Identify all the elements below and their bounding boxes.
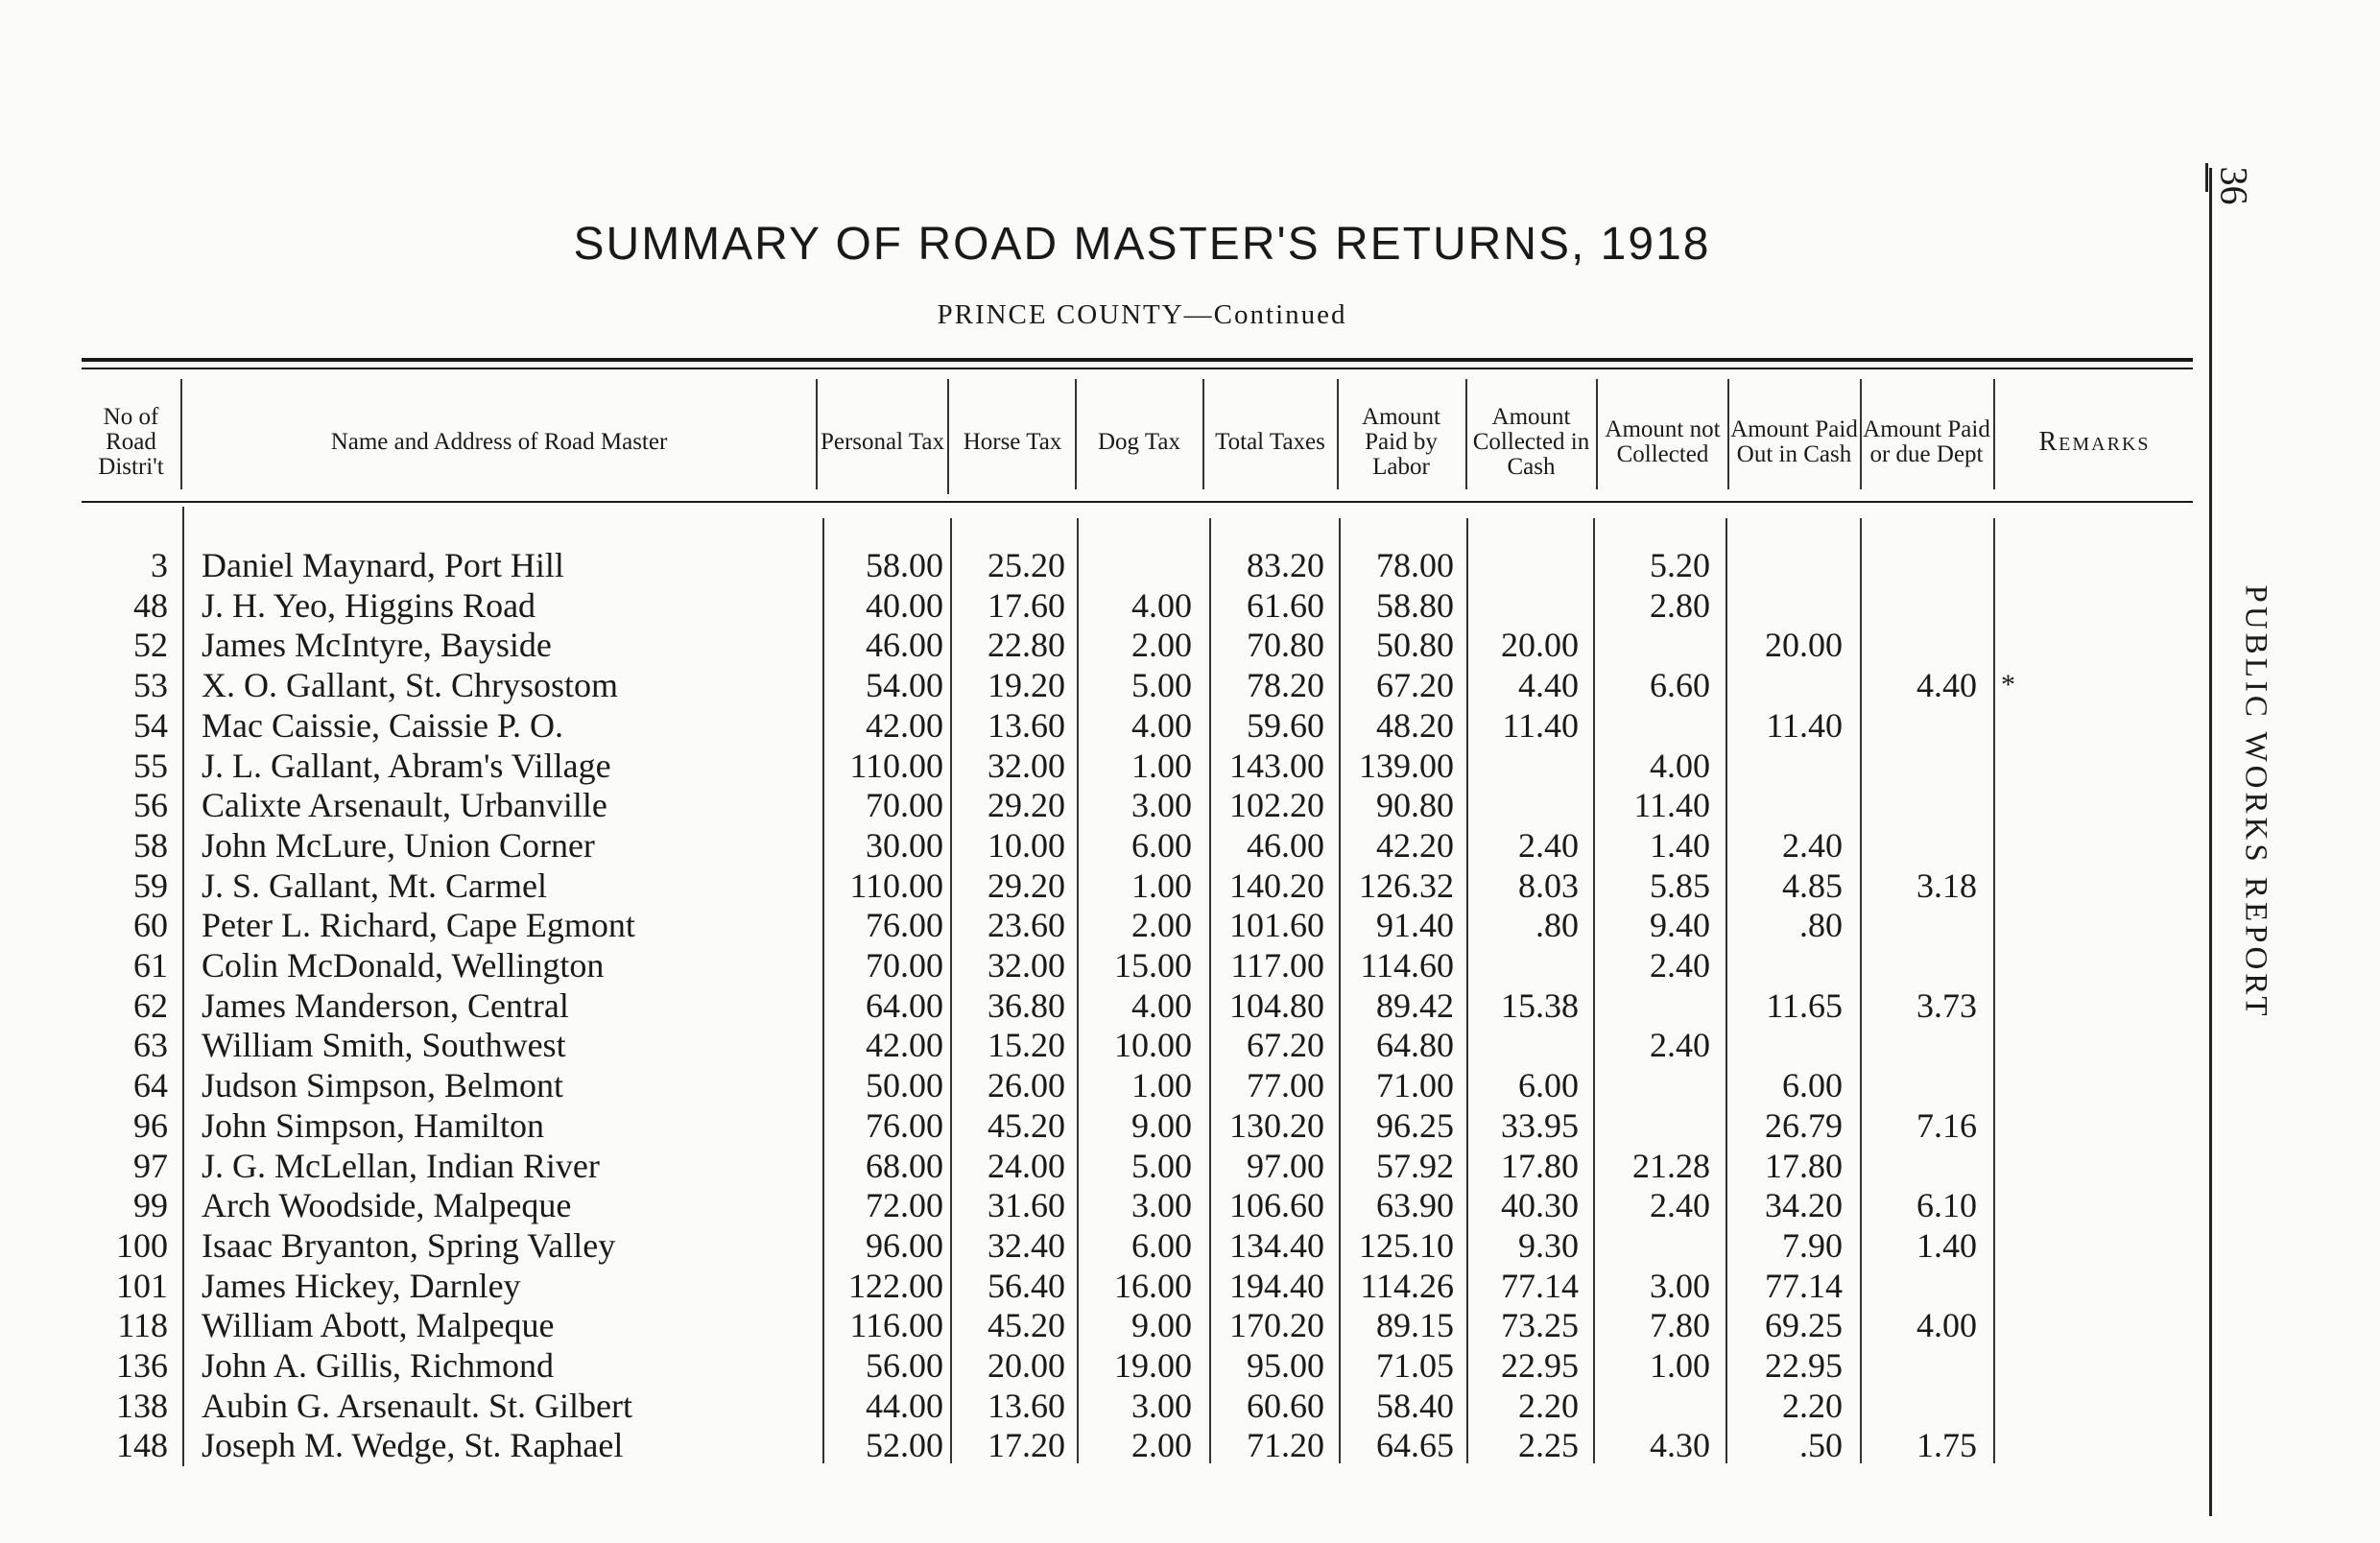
paid-by-labor-value: 90.80 — [1376, 786, 1454, 825]
not-collected-value: 9.40 — [1650, 906, 1710, 945]
personal-tax-value: 110.00 — [849, 746, 943, 785]
not-collected-value: 6.60 — [1650, 666, 1710, 705]
paid-out-in-cash-value: 69.25 — [1765, 1306, 1843, 1345]
road-master-name: Mac Caissie, Caissie P. O. — [202, 705, 563, 745]
paid-by-labor-value: 89.42 — [1376, 985, 1454, 1025]
horse-tax-value: 17.60 — [988, 585, 1065, 625]
paid-by-labor-value: 139.00 — [1359, 746, 1454, 785]
paid-out-in-cash-value: 7.90 — [1782, 1225, 1843, 1265]
road-master-name: James Hickey, Darnley — [202, 1266, 521, 1305]
district-number: 97 — [133, 1146, 168, 1185]
district-number: 99 — [133, 1186, 168, 1225]
total-taxes-value: 134.40 — [1229, 1225, 1324, 1265]
paid-or-due-dept-value: 1.75 — [1916, 1426, 1977, 1465]
collected-in-cash-value: 2.20 — [1518, 1386, 1579, 1425]
table-row — [0, 1266, 2207, 1306]
total-taxes-value: 77.00 — [1247, 1066, 1324, 1105]
horse-tax-value: 13.60 — [988, 705, 1065, 745]
road-master-name: J. H. Yeo, Higgins Road — [202, 585, 536, 625]
paid-or-due-dept-value: 3.18 — [1916, 866, 1977, 905]
personal-tax-value: 70.00 — [866, 946, 943, 985]
horse-tax-value: 17.20 — [988, 1426, 1065, 1465]
dog-tax-value: 10.00 — [1114, 1026, 1192, 1065]
paid-out-in-cash-value: 4.85 — [1782, 866, 1843, 905]
collected-in-cash-value: 15.38 — [1501, 985, 1579, 1025]
district-number: 54 — [133, 705, 168, 745]
paid-or-due-dept-value: 7.16 — [1916, 1105, 1977, 1145]
header-remarks: Remarks — [2038, 427, 2151, 458]
paid-by-labor-value: 125.10 — [1359, 1225, 1454, 1265]
paid-by-labor-value: 91.40 — [1376, 906, 1454, 945]
personal-tax-value: 76.00 — [866, 906, 943, 945]
road-master-name: John Simpson, Hamilton — [202, 1105, 545, 1145]
dog-tax-value: 6.00 — [1131, 825, 1192, 865]
table-row — [0, 1065, 2207, 1105]
collected-in-cash-value: 9.30 — [1518, 1225, 1579, 1265]
header-not-collected: Amount not Collected — [1605, 415, 1721, 467]
dog-tax-value: 1.00 — [1131, 746, 1192, 785]
personal-tax-value: 68.00 — [866, 1146, 943, 1185]
paid-out-in-cash-value: 6.00 — [1782, 1066, 1843, 1105]
road-master-name: James Manderson, Central — [202, 985, 569, 1025]
total-taxes-value: 59.60 — [1247, 705, 1324, 745]
dog-tax-value: 4.00 — [1131, 585, 1192, 625]
dog-tax-value: 15.00 — [1114, 946, 1192, 985]
paid-by-labor-value: 64.65 — [1376, 1426, 1454, 1465]
total-taxes-value: 194.40 — [1229, 1266, 1324, 1305]
column-divider — [1337, 379, 1339, 489]
road-master-name: Joseph M. Wedge, St. Raphael — [202, 1426, 624, 1465]
table-row — [0, 905, 2207, 945]
paid-by-labor-value: 67.20 — [1376, 666, 1454, 705]
paid-by-labor-value: 50.80 — [1376, 626, 1454, 665]
total-taxes-value: 67.20 — [1247, 1026, 1324, 1065]
collected-in-cash-value: 40.30 — [1501, 1186, 1579, 1225]
paid-by-labor-value: 114.26 — [1360, 1266, 1454, 1305]
paid-out-in-cash-value: .50 — [1799, 1426, 1843, 1465]
total-taxes-value: 143.00 — [1229, 746, 1324, 785]
collected-in-cash-value: 6.00 — [1518, 1066, 1579, 1105]
road-master-name: Colin McDonald, Wellington — [202, 946, 605, 985]
total-taxes-value: 97.00 — [1247, 1146, 1324, 1185]
header-dog-tax: Dog Tax — [1098, 428, 1180, 455]
horse-tax-value: 45.20 — [988, 1306, 1065, 1345]
collected-in-cash-value: .80 — [1535, 906, 1579, 945]
horse-tax-value: 56.40 — [988, 1266, 1065, 1305]
horse-tax-value: 24.00 — [988, 1146, 1065, 1185]
total-taxes-value: 130.20 — [1229, 1105, 1324, 1145]
personal-tax-value: 58.00 — [866, 546, 943, 584]
not-collected-value: 1.00 — [1650, 1346, 1710, 1385]
road-master-name: William Abott, Malpeque — [202, 1306, 555, 1345]
column-divider — [816, 379, 818, 489]
dog-tax-value: 3.00 — [1131, 1186, 1192, 1225]
horse-tax-value: 29.20 — [988, 786, 1065, 825]
road-master-name: James McIntyre, Bayside — [202, 626, 552, 665]
personal-tax-value: 42.00 — [866, 705, 943, 745]
district-number: 118 — [117, 1306, 168, 1345]
collected-in-cash-value: 22.95 — [1501, 1346, 1579, 1385]
district-number: 62 — [133, 985, 168, 1025]
paid-by-labor-value: 71.05 — [1376, 1346, 1454, 1385]
side-margin-mark — [2205, 163, 2208, 192]
personal-tax-value: 56.00 — [866, 1346, 943, 1385]
header-total-taxes: Total Taxes — [1215, 428, 1325, 455]
district-number: 53 — [133, 666, 168, 705]
table-top-rule — [82, 358, 2193, 362]
personal-tax-value: 52.00 — [866, 1426, 943, 1465]
total-taxes-value: 61.60 — [1247, 585, 1324, 625]
dog-tax-value: 1.00 — [1131, 866, 1192, 905]
table-top-rule-thin — [82, 368, 2193, 369]
personal-tax-value: 70.00 — [866, 786, 943, 825]
horse-tax-value: 20.00 — [988, 1346, 1065, 1385]
total-taxes-value: 70.80 — [1247, 626, 1324, 665]
road-master-name: Isaac Bryanton, Spring Valley — [202, 1225, 616, 1265]
table-row — [0, 746, 2207, 786]
paid-by-labor-value: 96.25 — [1376, 1105, 1454, 1145]
personal-tax-value: 50.00 — [866, 1066, 943, 1105]
header-district: No of Road Distri't — [98, 403, 164, 481]
not-collected-value: 21.28 — [1632, 1146, 1710, 1185]
table-row — [0, 1185, 2207, 1225]
paid-out-in-cash-value: .80 — [1799, 906, 1843, 945]
right-margin-rule — [2209, 168, 2212, 1516]
dog-tax-value: 2.00 — [1131, 626, 1192, 665]
column-divider — [1596, 379, 1598, 489]
collected-in-cash-value: 4.40 — [1518, 666, 1579, 705]
total-taxes-value: 83.20 — [1247, 546, 1324, 584]
horse-tax-value: 32.00 — [988, 946, 1065, 985]
collected-in-cash-value: 33.95 — [1501, 1105, 1579, 1145]
collected-in-cash-value: 8.03 — [1518, 866, 1579, 905]
not-collected-value: 4.00 — [1650, 746, 1710, 785]
personal-tax-value: 40.00 — [866, 585, 943, 625]
page-number: 36 — [2212, 166, 2256, 205]
district-number: 59 — [133, 866, 168, 905]
collected-in-cash-value: 73.25 — [1501, 1306, 1579, 1345]
paid-by-labor-value: 78.00 — [1376, 546, 1454, 584]
column-divider — [1202, 379, 1204, 489]
total-taxes-value: 170.20 — [1229, 1306, 1324, 1345]
paid-by-labor-value: 71.00 — [1376, 1066, 1454, 1105]
paid-or-due-dept-value: 3.73 — [1916, 985, 1977, 1025]
side-report-title: PUBLIC WORKS REPORT — [2238, 584, 2273, 1020]
road-master-name: Calixte Arsenault, Urbanville — [202, 786, 607, 825]
table-row — [0, 1225, 2207, 1266]
paid-out-in-cash-value: 2.40 — [1782, 825, 1843, 865]
horse-tax-value: 19.20 — [988, 666, 1065, 705]
header-paid-or-due-dept: Amount Paid or due Dept — [1863, 415, 1990, 467]
total-taxes-value: 102.20 — [1229, 786, 1324, 825]
total-taxes-value: 117.00 — [1230, 946, 1324, 985]
paid-or-due-dept-value: 1.40 — [1916, 1225, 1977, 1265]
collected-in-cash-value: 2.40 — [1518, 825, 1579, 865]
dog-tax-value: 5.00 — [1131, 666, 1192, 705]
road-master-name: John McLure, Union Corner — [202, 825, 595, 865]
district-number: 136 — [116, 1346, 168, 1385]
dog-tax-value: 5.00 — [1131, 1146, 1192, 1185]
dog-tax-value: 9.00 — [1131, 1105, 1192, 1145]
total-taxes-value: 71.20 — [1247, 1426, 1324, 1465]
collected-in-cash-value: 2.25 — [1518, 1426, 1579, 1465]
table-row — [0, 585, 2207, 626]
paid-by-labor-value: 114.60 — [1360, 946, 1454, 985]
paid-by-labor-value: 58.40 — [1376, 1386, 1454, 1425]
total-taxes-value: 60.60 — [1247, 1386, 1324, 1425]
horse-tax-value: 22.80 — [988, 626, 1065, 665]
district-number: 56 — [133, 786, 168, 825]
dog-tax-value: 4.00 — [1131, 985, 1192, 1025]
personal-tax-value: 46.00 — [866, 626, 943, 665]
paid-out-in-cash-value: 2.20 — [1782, 1386, 1843, 1425]
horse-tax-value: 13.60 — [988, 1386, 1065, 1425]
table-row — [0, 866, 2207, 906]
table-header-bottom-rule — [82, 501, 2193, 503]
total-taxes-value: 140.20 — [1229, 866, 1324, 905]
header-paid-out-in-cash: Amount Paid Out in Cash — [1730, 415, 1858, 467]
personal-tax-value: 122.00 — [848, 1266, 943, 1305]
district-number: 64 — [133, 1066, 168, 1105]
paid-out-in-cash-value: 17.80 — [1765, 1146, 1843, 1185]
road-master-name: John A. Gillis, Richmond — [202, 1346, 555, 1385]
road-master-name: J. S. Gallant, Mt. Carmel — [202, 866, 547, 905]
not-collected-value: 11.40 — [1633, 786, 1710, 825]
page-title: SUMMARY OF ROAD MASTER'S RETURNS, 1918 — [573, 219, 1711, 270]
column-divider — [1860, 379, 1862, 489]
table-row — [0, 1425, 2207, 1465]
column-divider — [1727, 379, 1729, 489]
horse-tax-value: 29.20 — [988, 866, 1065, 905]
total-taxes-value: 106.60 — [1229, 1186, 1324, 1225]
district-number: 52 — [133, 626, 168, 665]
table-row — [0, 625, 2207, 665]
table-row — [0, 705, 2207, 746]
dog-tax-value: 6.00 — [1131, 1225, 1192, 1265]
dog-tax-value: 4.00 — [1131, 705, 1192, 745]
header-name: Name and Address of Road Master — [330, 428, 668, 455]
paid-out-in-cash-value: 26.79 — [1765, 1105, 1843, 1145]
road-master-name: Aubin G. Arsenault. St. Gilbert — [202, 1386, 632, 1425]
not-collected-value: 2.40 — [1650, 1186, 1710, 1225]
personal-tax-value: 116.00 — [849, 1306, 943, 1345]
district-number: 100 — [116, 1225, 168, 1265]
not-collected-value: 5.85 — [1650, 866, 1710, 905]
district-number: 55 — [133, 746, 168, 785]
not-collected-value: 2.40 — [1650, 1026, 1710, 1065]
paid-by-labor-value: 63.90 — [1376, 1186, 1454, 1225]
not-collected-value: 7.80 — [1650, 1306, 1710, 1345]
not-collected-value: 1.40 — [1650, 825, 1710, 865]
table-row — [0, 1386, 2207, 1426]
table-row — [0, 825, 2207, 866]
district-number: 63 — [133, 1026, 168, 1065]
not-collected-value: 2.80 — [1650, 585, 1710, 625]
paid-out-in-cash-value: 77.14 — [1765, 1266, 1843, 1305]
table-row — [0, 1305, 2207, 1345]
not-collected-value: 2.40 — [1650, 946, 1710, 985]
table-row — [0, 1345, 2207, 1386]
horse-tax-value: 10.00 — [988, 825, 1065, 865]
horse-tax-value: 25.20 — [988, 546, 1065, 584]
total-taxes-value: 95.00 — [1247, 1346, 1324, 1385]
total-taxes-value: 46.00 — [1247, 825, 1324, 865]
horse-tax-value: 32.00 — [988, 746, 1065, 785]
not-collected-value: 5.20 — [1650, 546, 1710, 584]
paid-by-labor-value: 126.32 — [1359, 866, 1454, 905]
header-personal-tax: Personal Tax — [820, 428, 945, 455]
column-divider — [1993, 379, 1995, 489]
paid-out-in-cash-value: 11.65 — [1766, 985, 1843, 1025]
district-number: 96 — [133, 1105, 168, 1145]
personal-tax-value: 64.00 — [866, 985, 943, 1025]
personal-tax-value: 72.00 — [866, 1186, 943, 1225]
dog-tax-value: 19.00 — [1114, 1346, 1192, 1385]
horse-tax-value: 32.40 — [988, 1225, 1065, 1265]
paid-by-labor-value: 64.80 — [1376, 1026, 1454, 1065]
dog-tax-value: 2.00 — [1131, 906, 1192, 945]
dog-tax-value: 3.00 — [1131, 786, 1192, 825]
personal-tax-value: 96.00 — [866, 1225, 943, 1265]
horse-tax-value: 31.60 — [988, 1186, 1065, 1225]
header-horse-tax: Horse Tax — [963, 428, 1062, 455]
personal-tax-value: 44.00 — [866, 1386, 943, 1425]
not-collected-value: 3.00 — [1650, 1266, 1710, 1305]
district-number: 138 — [116, 1386, 168, 1425]
road-master-name: William Smith, Southwest — [202, 1026, 566, 1065]
horse-tax-value: 23.60 — [988, 906, 1065, 945]
collected-in-cash-value: 77.14 — [1501, 1266, 1579, 1305]
paid-by-labor-value: 42.20 — [1376, 825, 1454, 865]
personal-tax-value: 30.00 — [866, 825, 943, 865]
remarks-value: * — [2001, 669, 2015, 701]
road-master-name: J. L. Gallant, Abram's Village — [202, 746, 611, 785]
paid-out-in-cash-value: 20.00 — [1765, 626, 1843, 665]
paid-out-in-cash-value: 34.20 — [1765, 1186, 1843, 1225]
paid-by-labor-value: 57.92 — [1376, 1146, 1454, 1185]
district-number: 48 — [133, 585, 168, 625]
dog-tax-value: 2.00 — [1131, 1426, 1192, 1465]
column-divider — [1075, 379, 1077, 489]
table-row — [0, 1105, 2207, 1146]
dog-tax-value: 3.00 — [1131, 1386, 1192, 1425]
district-number: 148 — [116, 1426, 168, 1465]
personal-tax-value: 54.00 — [866, 666, 943, 705]
paid-by-labor-value: 48.20 — [1376, 705, 1454, 745]
paid-or-due-dept-value: 4.00 — [1916, 1306, 1977, 1345]
column-divider — [180, 379, 182, 489]
personal-tax-value: 42.00 — [866, 1026, 943, 1065]
horse-tax-value: 45.20 — [988, 1105, 1065, 1145]
paid-by-labor-value: 58.80 — [1376, 585, 1454, 625]
not-collected-value: 4.30 — [1650, 1426, 1710, 1465]
paid-out-in-cash-value: 22.95 — [1765, 1346, 1843, 1385]
column-divider — [1465, 379, 1467, 489]
total-taxes-value: 78.20 — [1247, 666, 1324, 705]
table-row — [0, 785, 2207, 825]
road-master-name: X. O. Gallant, St. Chrysostom — [202, 666, 619, 705]
collected-in-cash-value: 11.40 — [1502, 705, 1579, 745]
page-subtitle: PRINCE COUNTY—Continued — [937, 299, 1347, 330]
collected-in-cash-value: 17.80 — [1501, 1146, 1579, 1185]
dog-tax-value: 16.00 — [1114, 1266, 1192, 1305]
paid-by-labor-value: 89.15 — [1376, 1306, 1454, 1345]
table-row — [0, 1025, 2207, 1065]
dog-tax-value: 9.00 — [1131, 1306, 1192, 1345]
total-taxes-value: 101.60 — [1229, 906, 1324, 945]
road-master-name: Peter L. Richard, Cape Egmont — [202, 906, 635, 945]
district-number: 58 — [133, 825, 168, 865]
road-master-name: Arch Woodside, Malpeque — [202, 1186, 572, 1225]
paid-out-in-cash-value: 11.40 — [1766, 705, 1843, 745]
table-row — [0, 985, 2207, 1026]
table-row — [0, 945, 2207, 985]
district-number: 101 — [116, 1266, 168, 1305]
horse-tax-value: 36.80 — [988, 985, 1065, 1025]
district-number: 61 — [133, 946, 168, 985]
header-collected-in-cash: Amount Collected in Cash — [1472, 403, 1590, 481]
road-master-name: Judson Simpson, Belmont — [202, 1066, 564, 1105]
horse-tax-value: 26.00 — [988, 1066, 1065, 1105]
header-paid-by-labor: Amount Paid by Labor — [1362, 403, 1440, 481]
personal-tax-value: 76.00 — [866, 1105, 943, 1145]
district-number: 3 — [151, 546, 168, 584]
column-divider — [947, 379, 949, 494]
road-master-name: J. G. McLellan, Indian River — [202, 1146, 600, 1185]
dog-tax-value: 1.00 — [1131, 1066, 1192, 1105]
total-taxes-value: 104.80 — [1229, 985, 1324, 1025]
table-row — [0, 1146, 2207, 1186]
table-row — [0, 545, 2207, 585]
paid-or-due-dept-value: 6.10 — [1916, 1186, 1977, 1225]
horse-tax-value: 15.20 — [988, 1026, 1065, 1065]
paid-or-due-dept-value: 4.40 — [1916, 666, 1977, 705]
table-row — [0, 665, 2207, 705]
personal-tax-value: 110.00 — [849, 866, 943, 905]
district-number: 60 — [133, 906, 168, 945]
collected-in-cash-value: 20.00 — [1501, 626, 1579, 665]
road-master-name: Daniel Maynard, Port Hill — [202, 546, 564, 584]
